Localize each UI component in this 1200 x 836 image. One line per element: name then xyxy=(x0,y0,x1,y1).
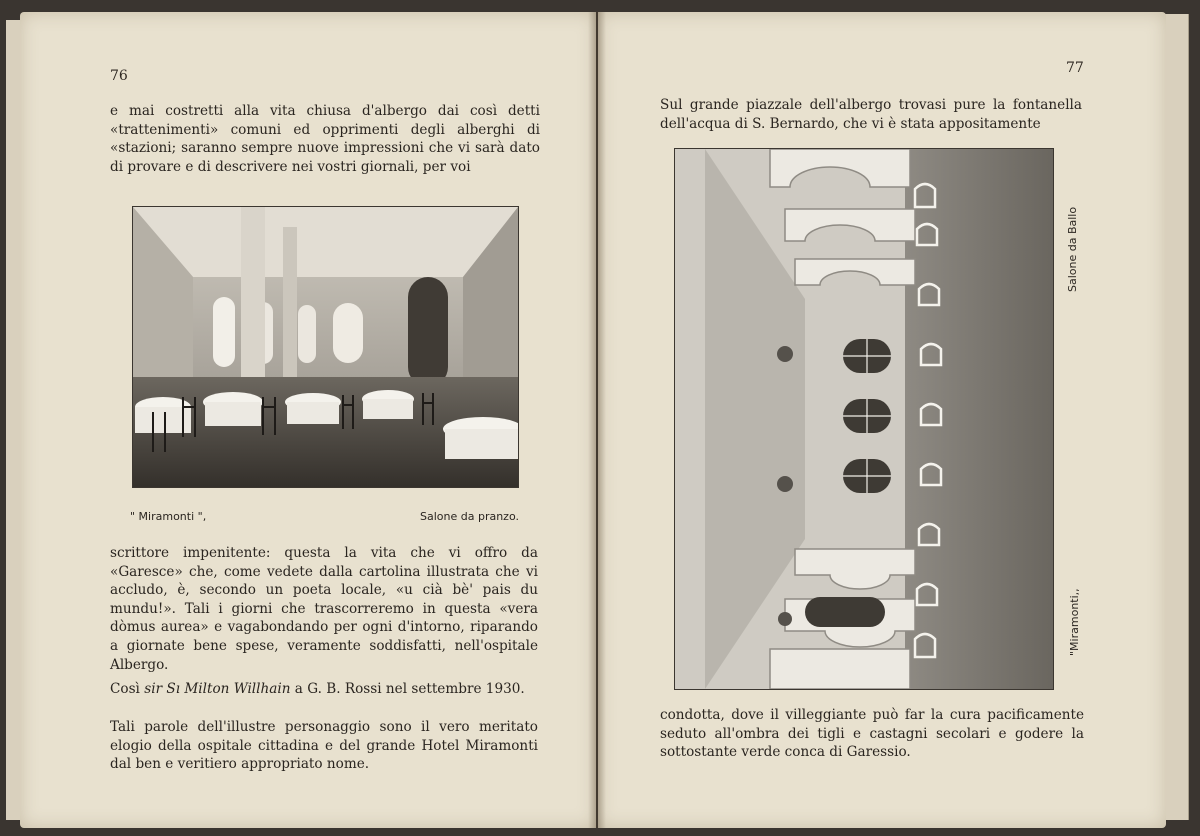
photo-caption-hotel: " Miramonti ", xyxy=(130,510,207,523)
photo-caption-room: Salone da Ballo xyxy=(1066,206,1079,292)
right-page-edges xyxy=(1164,14,1189,820)
right-page xyxy=(598,12,1166,828)
photo-caption-hotel: "Miramonti,, xyxy=(1068,588,1081,656)
page-number: 76 xyxy=(110,68,128,84)
paragraph-top: e mai costretti alla vita chiusa d'albergo dai così detti «trattenimenti» comuni ed opprimenti degli alberghi di «stazioni; saranno sempre nuove impressioni che vi sarà dato di provare e di descrivere nei vostri giornali, per voi xyxy=(110,103,540,175)
signature-name: sir Sı Milton Willhain xyxy=(144,681,291,697)
dining-room-photo xyxy=(132,206,519,488)
paragraph-signature xyxy=(110,680,538,699)
left-page xyxy=(20,12,596,828)
signature-prefix: Così xyxy=(110,681,140,697)
book-gutter xyxy=(588,12,606,828)
signature-suffix: a G. B. Rossi nel settembre 1930. xyxy=(294,681,525,697)
paragraph-top: Sul grande piazzale dell'albergo trovasi pure la fontanella dell'acqua di S. Bernardo, che vi è stata appositamente xyxy=(660,97,1082,132)
photo-caption-room: Salone da pranzo. xyxy=(420,510,519,523)
paragraph-last: Tali parole dell'illustre personaggio sono il vero meritato elogio della ospitale cittadina e del grande Hotel Miramonti dal ben e veritiero appropriato nome. xyxy=(110,719,538,773)
paragraph-main: scrittore impenitente: questa la vita che vi offro da «Garesce» che, come vedete dalla cartolina illustrata che vi accludo, è, secondo un poeta locale, «u cià bè' pais du mundu!». Tali i giorni che trascorreremo in questa «vera dòmus aurea» e vagabondando per ogni d'intorno, riparando a giornate bene spese, veramente soddisfatti, nell'ospitale Albergo. xyxy=(110,545,538,673)
page-number: 77 xyxy=(1066,60,1084,76)
ballroom-photo xyxy=(674,148,1054,690)
paragraph-bottom: condotta, dove il villeggiante può far la cura pacificamente seduto all'ombra dei tigli e castagni secolari e godere la sottostante verde conca di Garessio. xyxy=(660,707,1084,761)
